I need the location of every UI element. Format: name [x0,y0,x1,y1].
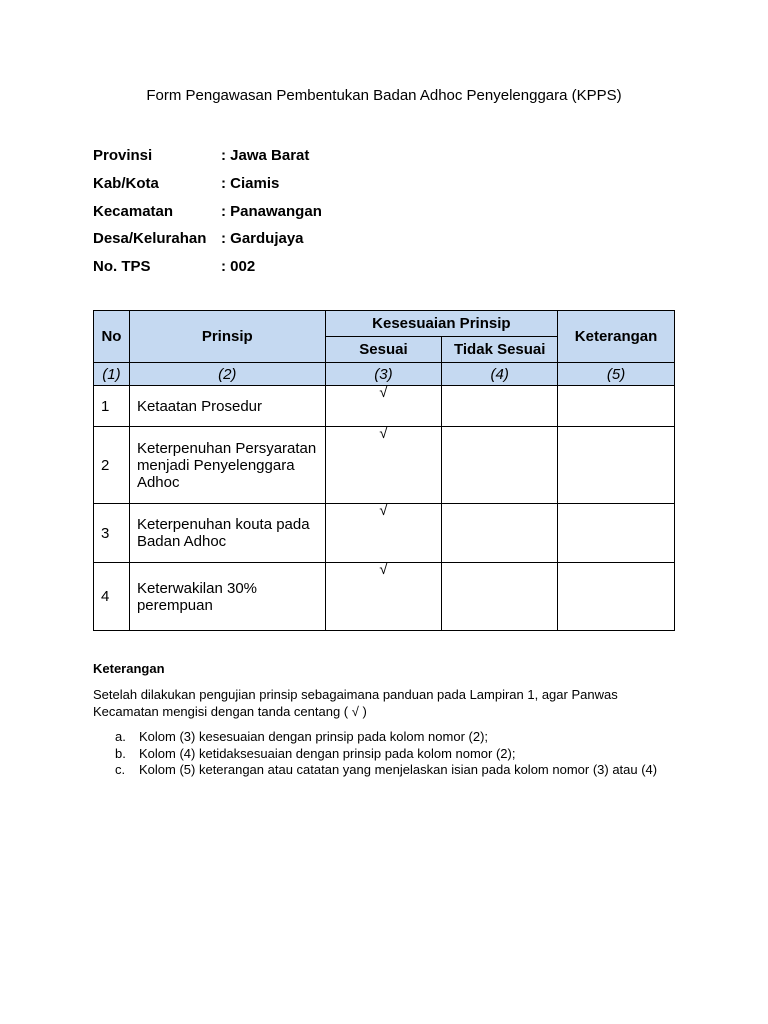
info-row-provinsi [93,142,322,170]
table-row [94,427,675,504]
notes-title: Keterangan [93,661,165,676]
info-row-tps [93,253,322,281]
column-number: (3) [325,363,442,386]
info-row-desa [93,225,322,253]
list-item [93,729,683,746]
row-no: 2 [94,427,130,504]
cell-tidak-sesuai [442,563,558,631]
notes-list [93,729,683,779]
row-no: 3 [94,504,130,563]
table-row [94,386,675,427]
column-number: (4) [442,363,558,386]
cell-keterangan [558,427,675,504]
checkmark-sesuai: √ [325,504,442,563]
cell-tidak-sesuai [442,504,558,563]
table-row [94,563,675,631]
info-value: : Gardujaya [221,230,304,248]
info-value: : Ciamis [221,175,280,193]
column-number: (2) [129,363,325,386]
checkmark-sesuai: √ [325,386,442,427]
cell-tidak-sesuai [442,386,558,427]
header-prinsip: Prinsip [129,311,325,363]
header-no: No [94,311,130,363]
info-value: : Jawa Barat [221,147,310,165]
row-no: 1 [94,386,130,427]
checkmark-sesuai: √ [325,563,442,631]
list-marker: c. [115,762,126,777]
row-prinsip: Keterwakilan 30% perempuan [129,563,325,631]
header-keterangan: Keterangan [558,311,675,363]
list-item [93,746,683,763]
column-number: (1) [94,363,130,386]
row-prinsip: Keterpenuhan kouta pada Badan Adhoc [129,504,325,563]
row-no: 4 [94,563,130,631]
row-prinsip: Keterpenuhan Persyaratan menjadi Penyelenggara Adhoc [129,427,325,504]
info-label: Provinsi [93,147,153,165]
list-item [93,762,683,779]
info-value: : 002 [221,258,256,276]
info-value: : Panawangan [221,202,322,220]
cell-keterangan [558,386,675,427]
header-tidak-sesuai: Tidak Sesuai [442,337,558,363]
info-label: No. TPS [93,258,151,276]
column-number-row [94,363,675,386]
list-text: Kolom (4) ketidaksesuaian dengan prinsip pada kolom nomor (2); [139,745,516,761]
cell-tidak-sesuai [442,427,558,504]
notes-paragraph: Setelah dilakukan pengujian prinsip sebagaimana panduan pada Lampiran 1, agar Panwas Kecamatan mengisi dengan tanda centang ( √ ) [93,687,618,719]
table-row [94,504,675,563]
list-text: Kolom (5) keterangan atau catatan yang menjelaskan isian pada kolom nomor (3) atau (4) [139,762,658,777]
info-label: Kab/Kota [93,175,159,193]
list-marker: a. [115,729,126,744]
cell-keterangan [558,504,675,563]
cell-keterangan [558,563,675,631]
row-prinsip: Ketaatan Prosedur [129,386,325,427]
header-kesesuaian: Kesesuaian Prinsip [325,311,557,337]
info-row-kabkota [93,170,322,198]
document-title: Form Pengawasan Pembentukan Badan Adhoc Penyelenggara (KPPS) [146,87,622,104]
checkmark-sesuai: √ [325,427,442,504]
column-number: (5) [558,363,675,386]
info-row-kecamatan [93,197,322,225]
info-label: Kecamatan [93,202,174,220]
list-text: Kolom (3) kesesuaian dengan prinsip pada kolom nomor (2); [139,729,489,744]
info-label: Desa/Kelurahan [93,230,207,248]
list-marker: b. [115,745,126,761]
info-block [93,142,322,280]
header-sesuai: Sesuai [325,337,442,363]
principle-table [93,310,675,631]
